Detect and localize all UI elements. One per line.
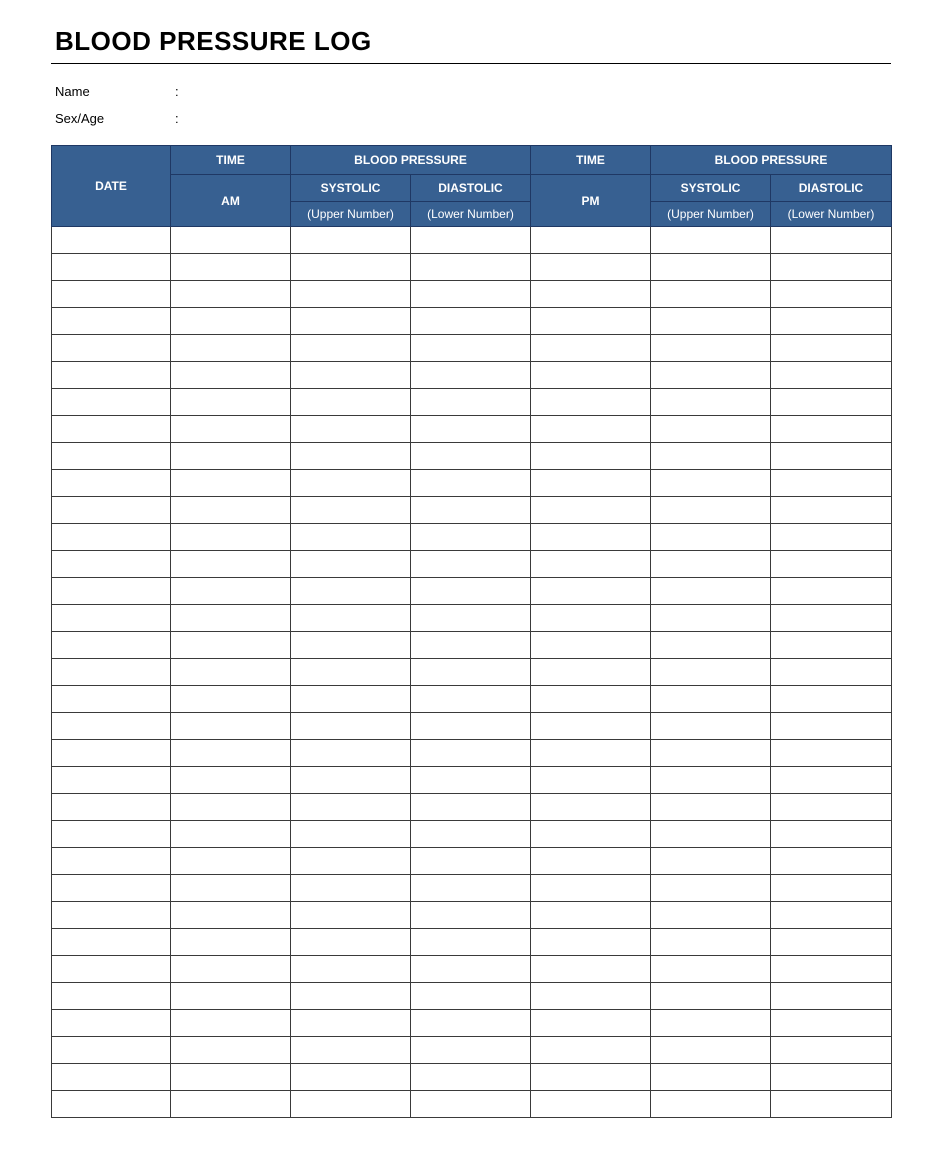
table-cell-date[interactable]: [52, 1091, 171, 1118]
table-cell-systolic-am[interactable]: [291, 524, 411, 551]
table-cell-systolic-pm[interactable]: [651, 956, 771, 983]
table-cell-time-am[interactable]: [171, 443, 291, 470]
log-table-body: [52, 227, 892, 1118]
table-cell-time-am[interactable]: [171, 524, 291, 551]
table-cell-time-pm[interactable]: [531, 227, 651, 254]
table-cell-time-pm[interactable]: [531, 443, 651, 470]
table-cell-date[interactable]: [52, 713, 171, 740]
table-cell-diastolic-am[interactable]: [411, 227, 531, 254]
table-row: [52, 848, 892, 875]
table-cell-diastolic-am[interactable]: [411, 470, 531, 497]
table-cell-time-am[interactable]: [171, 632, 291, 659]
table-cell-systolic-pm[interactable]: [651, 902, 771, 929]
table-cell-diastolic-pm[interactable]: [771, 767, 892, 794]
patient-fields: [55, 78, 891, 132]
table-cell-time-pm[interactable]: [531, 470, 651, 497]
header-blood-pressure-pm: BLOOD PRESSURE: [651, 146, 892, 175]
table-cell-systolic-am[interactable]: [291, 848, 411, 875]
table-cell-diastolic-am[interactable]: [411, 335, 531, 362]
table-row: [52, 1037, 892, 1064]
table-row: [52, 1010, 892, 1037]
table-cell-time-am[interactable]: [171, 281, 291, 308]
table-cell-diastolic-pm[interactable]: [771, 1037, 892, 1064]
table-cell-time-am[interactable]: [171, 848, 291, 875]
table-row: [52, 686, 892, 713]
table-cell-time-am[interactable]: [171, 578, 291, 605]
table-cell-systolic-pm[interactable]: [651, 659, 771, 686]
table-cell-systolic-am[interactable]: [291, 686, 411, 713]
table-row: [52, 281, 892, 308]
table-row: [52, 443, 892, 470]
table-cell-time-pm[interactable]: [531, 605, 651, 632]
table-row: [52, 227, 892, 254]
table-cell-diastolic-pm[interactable]: [771, 902, 892, 929]
table-cell-systolic-pm[interactable]: [651, 254, 771, 281]
table-row: [52, 551, 892, 578]
table-cell-systolic-am[interactable]: [291, 902, 411, 929]
table-cell-date[interactable]: [52, 740, 171, 767]
table-cell-time-pm[interactable]: [531, 659, 651, 686]
table-cell-systolic-pm[interactable]: [651, 983, 771, 1010]
table-cell-systolic-pm[interactable]: [651, 389, 771, 416]
table-cell-date[interactable]: [52, 497, 171, 524]
table-cell-systolic-pm[interactable]: [651, 416, 771, 443]
table-cell-systolic-pm[interactable]: [651, 443, 771, 470]
table-cell-diastolic-am[interactable]: [411, 1037, 531, 1064]
table-cell-systolic-pm[interactable]: [651, 605, 771, 632]
table-cell-diastolic-am[interactable]: [411, 659, 531, 686]
table-row: [52, 524, 892, 551]
table-cell-time-pm[interactable]: [531, 335, 651, 362]
header-time-pm-group: TIME: [531, 146, 651, 175]
table-cell-systolic-am[interactable]: [291, 740, 411, 767]
table-cell-systolic-pm[interactable]: [651, 929, 771, 956]
header-am: AM: [171, 175, 291, 227]
table-cell-time-am[interactable]: [171, 497, 291, 524]
table-cell-systolic-pm[interactable]: [651, 497, 771, 524]
table-cell-date[interactable]: [52, 362, 171, 389]
table-cell-diastolic-am[interactable]: [411, 686, 531, 713]
table-cell-time-am[interactable]: [171, 551, 291, 578]
table-cell-diastolic-am[interactable]: [411, 281, 531, 308]
table-cell-time-am[interactable]: [171, 227, 291, 254]
table-cell-date[interactable]: [52, 659, 171, 686]
table-cell-diastolic-pm[interactable]: [771, 362, 892, 389]
table-cell-date[interactable]: [52, 308, 171, 335]
table-cell-diastolic-pm[interactable]: [771, 1064, 892, 1091]
table-row: [52, 902, 892, 929]
table-cell-systolic-am[interactable]: [291, 794, 411, 821]
table-cell-time-am[interactable]: [171, 416, 291, 443]
header-diastolic-pm: DIASTOLIC: [771, 175, 892, 202]
table-row: [52, 416, 892, 443]
table-cell-diastolic-pm[interactable]: [771, 497, 892, 524]
table-cell-time-pm[interactable]: [531, 416, 651, 443]
table-cell-systolic-am[interactable]: [291, 335, 411, 362]
table-cell-systolic-am[interactable]: [291, 956, 411, 983]
page-title: BLOOD PRESSURE LOG: [55, 26, 372, 56]
table-cell-date[interactable]: [52, 605, 171, 632]
table-cell-systolic-pm[interactable]: [651, 227, 771, 254]
table-cell-systolic-am[interactable]: [291, 578, 411, 605]
sex-age-value[interactable]: [191, 110, 891, 128]
header-lower-number-am: (Lower Number): [411, 202, 531, 227]
table-cell-diastolic-pm[interactable]: [771, 713, 892, 740]
table-cell-time-am[interactable]: [171, 1091, 291, 1118]
table-cell-systolic-am[interactable]: [291, 659, 411, 686]
header-lower-number-pm: (Lower Number): [771, 202, 892, 227]
table-cell-time-am[interactable]: [171, 875, 291, 902]
table-cell-date[interactable]: [52, 443, 171, 470]
table-cell-diastolic-pm[interactable]: [771, 227, 892, 254]
table-cell-systolic-am[interactable]: [291, 416, 411, 443]
table-cell-diastolic-pm[interactable]: [771, 389, 892, 416]
name-value[interactable]: [191, 83, 891, 101]
table-cell-time-pm[interactable]: [531, 902, 651, 929]
table-cell-systolic-pm[interactable]: [651, 632, 771, 659]
table-cell-date[interactable]: [52, 1037, 171, 1064]
table-cell-diastolic-pm[interactable]: [771, 875, 892, 902]
table-row: [52, 605, 892, 632]
table-row: [52, 632, 892, 659]
table-cell-diastolic-am[interactable]: [411, 578, 531, 605]
title-underline: [51, 26, 891, 64]
table-cell-systolic-pm[interactable]: [651, 686, 771, 713]
name-colon: :: [175, 84, 179, 99]
header-pm: PM: [531, 175, 651, 227]
table-cell-time-am[interactable]: [171, 1037, 291, 1064]
table-cell-date[interactable]: [52, 389, 171, 416]
table-cell-time-pm[interactable]: [531, 254, 651, 281]
table-cell-date[interactable]: [52, 254, 171, 281]
table-cell-diastolic-am[interactable]: [411, 362, 531, 389]
table-cell-time-pm[interactable]: [531, 1010, 651, 1037]
table-cell-diastolic-am[interactable]: [411, 254, 531, 281]
table-cell-systolic-am[interactable]: [291, 875, 411, 902]
header-time-am-group: TIME: [171, 146, 291, 175]
table-cell-time-pm[interactable]: [531, 983, 651, 1010]
table-cell-systolic-pm[interactable]: [651, 551, 771, 578]
table-cell-diastolic-pm[interactable]: [771, 416, 892, 443]
table-cell-time-pm[interactable]: [531, 389, 651, 416]
table-cell-date[interactable]: [52, 578, 171, 605]
table-cell-diastolic-am[interactable]: [411, 1064, 531, 1091]
table-cell-time-pm[interactable]: [531, 956, 651, 983]
table-cell-systolic-pm[interactable]: [651, 308, 771, 335]
blood-pressure-log-table: [51, 145, 892, 1118]
table-cell-systolic-pm[interactable]: [651, 794, 771, 821]
table-cell-time-am[interactable]: [171, 362, 291, 389]
table-cell-diastolic-am[interactable]: [411, 983, 531, 1010]
table-cell-diastolic-am[interactable]: [411, 389, 531, 416]
table-cell-time-pm[interactable]: [531, 875, 651, 902]
table-cell-date[interactable]: [52, 956, 171, 983]
table-cell-systolic-pm[interactable]: [651, 848, 771, 875]
table-cell-time-am[interactable]: [171, 470, 291, 497]
table-cell-systolic-pm[interactable]: [651, 524, 771, 551]
sex-age-colon: :: [175, 111, 179, 126]
table-cell-diastolic-pm[interactable]: [771, 821, 892, 848]
table-cell-time-pm[interactable]: [531, 821, 651, 848]
table-row: [52, 659, 892, 686]
table-cell-systolic-pm[interactable]: [651, 281, 771, 308]
table-row: [52, 389, 892, 416]
table-cell-date[interactable]: [52, 902, 171, 929]
table-cell-systolic-am[interactable]: [291, 767, 411, 794]
table-cell-time-am[interactable]: [171, 1010, 291, 1037]
table-cell-time-pm[interactable]: [531, 740, 651, 767]
table-cell-systolic-pm[interactable]: [651, 1091, 771, 1118]
header-systolic-am: SYSTOLIC: [291, 175, 411, 202]
sex-age-label: Sex/Age: [55, 111, 105, 126]
table-cell-date[interactable]: [52, 551, 171, 578]
table-cell-time-pm[interactable]: [531, 767, 651, 794]
table-cell-systolic-pm[interactable]: [651, 578, 771, 605]
table-cell-date[interactable]: [52, 1064, 171, 1091]
table-cell-systolic-am[interactable]: [291, 983, 411, 1010]
table-cell-systolic-pm[interactable]: [651, 1037, 771, 1064]
table-cell-systolic-am[interactable]: [291, 308, 411, 335]
table-cell-time-am[interactable]: [171, 659, 291, 686]
table-cell-time-pm[interactable]: [531, 1064, 651, 1091]
table-cell-time-am[interactable]: [171, 740, 291, 767]
table-cell-diastolic-pm[interactable]: [771, 605, 892, 632]
table-cell-diastolic-pm[interactable]: [771, 578, 892, 605]
table-cell-systolic-pm[interactable]: [651, 335, 771, 362]
header-systolic-pm: SYSTOLIC: [651, 175, 771, 202]
table-cell-time-am[interactable]: [171, 308, 291, 335]
table-cell-time-am[interactable]: [171, 929, 291, 956]
table-row: [52, 335, 892, 362]
table-cell-time-pm[interactable]: [531, 848, 651, 875]
table-cell-time-am[interactable]: [171, 902, 291, 929]
table-cell-date[interactable]: [52, 929, 171, 956]
table-cell-time-am[interactable]: [171, 254, 291, 281]
table-header: [52, 146, 892, 227]
table-cell-systolic-pm[interactable]: [651, 1010, 771, 1037]
table-cell-diastolic-pm[interactable]: [771, 1010, 892, 1037]
table-cell-time-am[interactable]: [171, 1064, 291, 1091]
table-cell-date[interactable]: [52, 470, 171, 497]
table-cell-systolic-pm[interactable]: [651, 1064, 771, 1091]
table-cell-time-pm[interactable]: [531, 497, 651, 524]
table-cell-date[interactable]: [52, 632, 171, 659]
table-row: [52, 794, 892, 821]
table-cell-date[interactable]: [52, 227, 171, 254]
table-cell-systolic-pm[interactable]: [651, 470, 771, 497]
table-row: [52, 821, 892, 848]
table-cell-systolic-am[interactable]: [291, 1064, 411, 1091]
table-cell-date[interactable]: [52, 875, 171, 902]
table-cell-time-am[interactable]: [171, 605, 291, 632]
table-cell-diastolic-pm[interactable]: [771, 470, 892, 497]
table-cell-systolic-am[interactable]: [291, 632, 411, 659]
table-cell-time-pm[interactable]: [531, 1037, 651, 1064]
table-cell-diastolic-am[interactable]: [411, 443, 531, 470]
table-cell-date[interactable]: [52, 335, 171, 362]
table-cell-date[interactable]: [52, 983, 171, 1010]
table-cell-systolic-am[interactable]: [291, 1091, 411, 1118]
table-cell-diastolic-am[interactable]: [411, 497, 531, 524]
table-cell-systolic-am[interactable]: [291, 281, 411, 308]
table-cell-diastolic-am[interactable]: [411, 740, 531, 767]
table-cell-date[interactable]: [52, 821, 171, 848]
header-diastolic-am: DIASTOLIC: [411, 175, 531, 202]
table-cell-systolic-pm[interactable]: [651, 362, 771, 389]
sex-age-field-row: [55, 105, 891, 132]
table-cell-diastolic-am[interactable]: [411, 308, 531, 335]
table-cell-diastolic-am[interactable]: [411, 524, 531, 551]
table-cell-diastolic-pm[interactable]: [771, 308, 892, 335]
table-row: [52, 740, 892, 767]
table-cell-systolic-am[interactable]: [291, 389, 411, 416]
table-cell-systolic-am[interactable]: [291, 254, 411, 281]
table-cell-time-pm[interactable]: [531, 281, 651, 308]
table-row: [52, 254, 892, 281]
table-cell-diastolic-am[interactable]: [411, 821, 531, 848]
table-cell-systolic-pm[interactable]: [651, 767, 771, 794]
table-cell-date[interactable]: [52, 848, 171, 875]
table-cell-systolic-am[interactable]: [291, 1010, 411, 1037]
table-cell-diastolic-am[interactable]: [411, 875, 531, 902]
table-row: [52, 1091, 892, 1118]
table-cell-diastolic-pm[interactable]: [771, 524, 892, 551]
table-cell-time-pm[interactable]: [531, 794, 651, 821]
table-cell-time-am[interactable]: [171, 821, 291, 848]
table-cell-date[interactable]: [52, 1010, 171, 1037]
table-cell-time-pm[interactable]: [531, 578, 651, 605]
table-cell-date[interactable]: [52, 281, 171, 308]
table-cell-diastolic-pm[interactable]: [771, 659, 892, 686]
table-cell-diastolic-pm[interactable]: [771, 281, 892, 308]
table-cell-time-pm[interactable]: [531, 686, 651, 713]
table-cell-time-am[interactable]: [171, 956, 291, 983]
table-cell-diastolic-pm[interactable]: [771, 686, 892, 713]
table-cell-date[interactable]: [52, 686, 171, 713]
table-cell-time-pm[interactable]: [531, 551, 651, 578]
table-cell-systolic-am[interactable]: [291, 605, 411, 632]
table-cell-systolic-am[interactable]: [291, 929, 411, 956]
header-upper-number-pm: (Upper Number): [651, 202, 771, 227]
table-cell-diastolic-am[interactable]: [411, 956, 531, 983]
table-row: [52, 578, 892, 605]
table-cell-diastolic-am[interactable]: [411, 767, 531, 794]
table-cell-systolic-am[interactable]: [291, 713, 411, 740]
table-row: [52, 713, 892, 740]
name-field-row: [55, 78, 891, 105]
table-row: [52, 983, 892, 1010]
table-cell-diastolic-am[interactable]: [411, 848, 531, 875]
table-cell-time-am[interactable]: [171, 713, 291, 740]
table-cell-systolic-am[interactable]: [291, 497, 411, 524]
table-row: [52, 767, 892, 794]
table-cell-diastolic-am[interactable]: [411, 929, 531, 956]
table-cell-diastolic-am[interactable]: [411, 1010, 531, 1037]
table-cell-time-pm[interactable]: [531, 632, 651, 659]
table-row: [52, 929, 892, 956]
table-cell-systolic-am[interactable]: [291, 821, 411, 848]
table-cell-systolic-am[interactable]: [291, 443, 411, 470]
table-cell-diastolic-am[interactable]: [411, 1091, 531, 1118]
table-cell-diastolic-am[interactable]: [411, 902, 531, 929]
table-cell-diastolic-am[interactable]: [411, 551, 531, 578]
table-cell-systolic-pm[interactable]: [651, 875, 771, 902]
table-cell-diastolic-pm[interactable]: [771, 848, 892, 875]
table-cell-systolic-am[interactable]: [291, 1037, 411, 1064]
table-cell-diastolic-pm[interactable]: [771, 929, 892, 956]
table-cell-diastolic-am[interactable]: [411, 794, 531, 821]
table-row: [52, 362, 892, 389]
table-cell-time-am[interactable]: [171, 389, 291, 416]
table-cell-diastolic-am[interactable]: [411, 416, 531, 443]
header-date: DATE: [52, 146, 171, 227]
table-row: [52, 470, 892, 497]
table-cell-date[interactable]: [52, 416, 171, 443]
table-cell-diastolic-pm[interactable]: [771, 443, 892, 470]
table-cell-time-am[interactable]: [171, 686, 291, 713]
table-cell-time-pm[interactable]: [531, 929, 651, 956]
table-cell-systolic-am[interactable]: [291, 227, 411, 254]
table-cell-systolic-pm[interactable]: [651, 821, 771, 848]
table-cell-diastolic-pm[interactable]: [771, 740, 892, 767]
table-cell-time-pm[interactable]: [531, 308, 651, 335]
name-label: Name: [55, 84, 90, 99]
table-cell-time-pm[interactable]: [531, 713, 651, 740]
table-cell-diastolic-pm[interactable]: [771, 983, 892, 1010]
table-cell-diastolic-am[interactable]: [411, 632, 531, 659]
table-cell-time-am[interactable]: [171, 335, 291, 362]
table-cell-time-pm[interactable]: [531, 1091, 651, 1118]
table-cell-diastolic-pm[interactable]: [771, 335, 892, 362]
table-cell-systolic-am[interactable]: [291, 551, 411, 578]
table-row: [52, 308, 892, 335]
table-cell-diastolic-pm[interactable]: [771, 632, 892, 659]
table-cell-diastolic-pm[interactable]: [771, 254, 892, 281]
table-cell-time-am[interactable]: [171, 767, 291, 794]
table-cell-systolic-pm[interactable]: [651, 740, 771, 767]
table-cell-time-pm[interactable]: [531, 524, 651, 551]
table-row: [52, 875, 892, 902]
table-cell-diastolic-pm[interactable]: [771, 551, 892, 578]
header-blood-pressure-am: BLOOD PRESSURE: [291, 146, 531, 175]
table-cell-time-am[interactable]: [171, 794, 291, 821]
table-row: [52, 1064, 892, 1091]
table-cell-date[interactable]: [52, 767, 171, 794]
table-cell-systolic-pm[interactable]: [651, 713, 771, 740]
table-cell-systolic-am[interactable]: [291, 362, 411, 389]
table-cell-diastolic-pm[interactable]: [771, 1091, 892, 1118]
table-cell-time-pm[interactable]: [531, 362, 651, 389]
table-cell-diastolic-am[interactable]: [411, 713, 531, 740]
header-upper-number-am: (Upper Number): [291, 202, 411, 227]
table-cell-diastolic-am[interactable]: [411, 605, 531, 632]
table-cell-diastolic-pm[interactable]: [771, 956, 892, 983]
table-cell-time-am[interactable]: [171, 983, 291, 1010]
table-cell-date[interactable]: [52, 794, 171, 821]
table-row: [52, 497, 892, 524]
table-cell-date[interactable]: [52, 524, 171, 551]
table-cell-diastolic-pm[interactable]: [771, 794, 892, 821]
table-cell-systolic-am[interactable]: [291, 470, 411, 497]
table-row: [52, 956, 892, 983]
